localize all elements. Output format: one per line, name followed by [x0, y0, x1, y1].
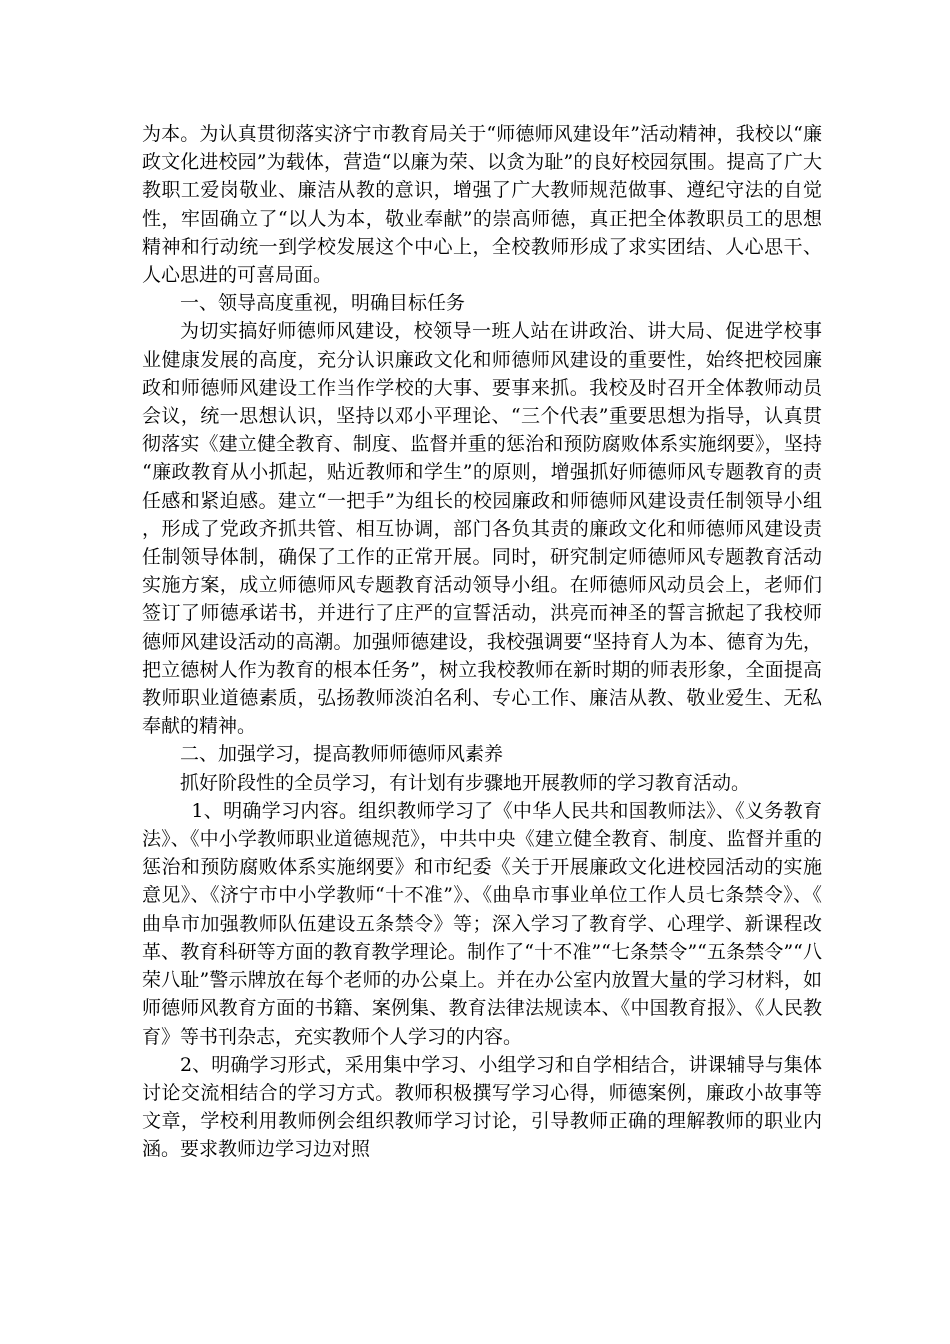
body-paragraph-5: 2、明确学习形式，采用集中学习、小组学习和自学相结合，讲课辅导与集体讨论交流相结合的学习方式。教师积极撰写学习心得，师德案例，廉政小故事等文章，学校利用教师例会组织教师学习讨论，引导教师正确的理解教师的职业内涵。要求教师边学习边对照: [142, 1053, 822, 1161]
body-paragraph-4: 1、明确学习内容。组织教师学习了《中华人民共和国教师法》、《义务教育法》、《中小学教师职业道德规范》，中共中央《建立健全教育、制度、监督并重的惩治和预防腐败体系实施纲要》和市纪委《关于开展廉政文化进校园活动的实施意见》、《济宁市中小学教师“十不准”》、《曲阜市事业单位工作人员七条禁令》、《曲阜市加强教师队伍建设五条禁令》等；深入学习了教育学、心理学、新课程改革、教育科研等方面的教育教学理论。制作了“十不准”“七条禁令”“五条禁令”“八荣八耻”警示牌放在每个老师的办公桌上。并在办公室内放置大量的学习材料，如师德师风教育方面的书籍、案例集、教育法律法规读本、《中国教育报》、《人民教育》等书刊杂志，充实教师个人学习的内容。: [142, 799, 822, 1048]
body-paragraph-2: 为切实搞好师德师风建设，校领导一班人站在讲政治、讲大局、促进学校事业健康发展的高度，充分认识廉政文化和师德师风建设的重要性，始终把校园廉政和师德师风建设工作当作学校的大事、要事来抓。我校及时召开全体教师动员会议，统一思想认识，坚持以邓小平理论、“三个代表”重要思想为指导，认真贯彻落实《建立健全教育、制度、监督并重的惩治和预防腐败体系实施纲要》，坚持“廉政教育从小抓起，贴近教师和学生”的原则，增强抓好师德师风专题教育的责任感和紧迫感。建立“一把手”为组长的校园廉政和师德师风建设责任制领导小组，形成了党政齐抓共管、相互协调，部门各负其责的廉政文化和师德师风建设责任制领导体制，确保了工作的正常开展。同时，研究制定师德师风专题教育活动实施方案，成立师德师风专题教育活动领导小组。在师德师风动员会上，老师们签订了师德承诺书，并进行了庄严的宣誓活动，洪亮而神圣的誓言掀起了我校师德师风建设活动的高潮。加强师德建设，我校强调要“坚持育人为本、德育为先，把立德树人作为教育的根本任务”，树立我校教师在新时期的师表形象，全面提高教师职业道德素质，弘扬教师淡泊名利、专心工作、廉洁从教、敬业爱生、无私奉献的精神。: [142, 320, 822, 738]
body-paragraph-1: 为本。为认真贯彻落实济宁市教育局关于“师德师风建设年”活动精神，我校以“廉政文化进校园”为载体，营造“以廉为荣、以贪为耻”的良好校园氛围。提高了广大教职工爱岗敬业、廉洁从教的意识，增强了广大教师规范做事、遵纪守法的自觉性，牢固确立了“以人为本，敬业奉献”的崇高师德，真正把全体教职员工的思想精神和行动统一到学校发展这个中心上，全校教师形成了求实团结、人心思干、人心思进的可喜局面。: [142, 123, 822, 287]
section-heading-1: 一、领导高度重视，明确目标任务: [180, 292, 466, 315]
body-paragraph-3: 抓好阶段性的全员学习，有计划有步骤地开展教师的学习教育活动。: [180, 771, 751, 794]
section-heading-2: 二、加强学习，提高教师师德师风素养: [180, 743, 504, 766]
document-page: [142, 120, 822, 1164]
